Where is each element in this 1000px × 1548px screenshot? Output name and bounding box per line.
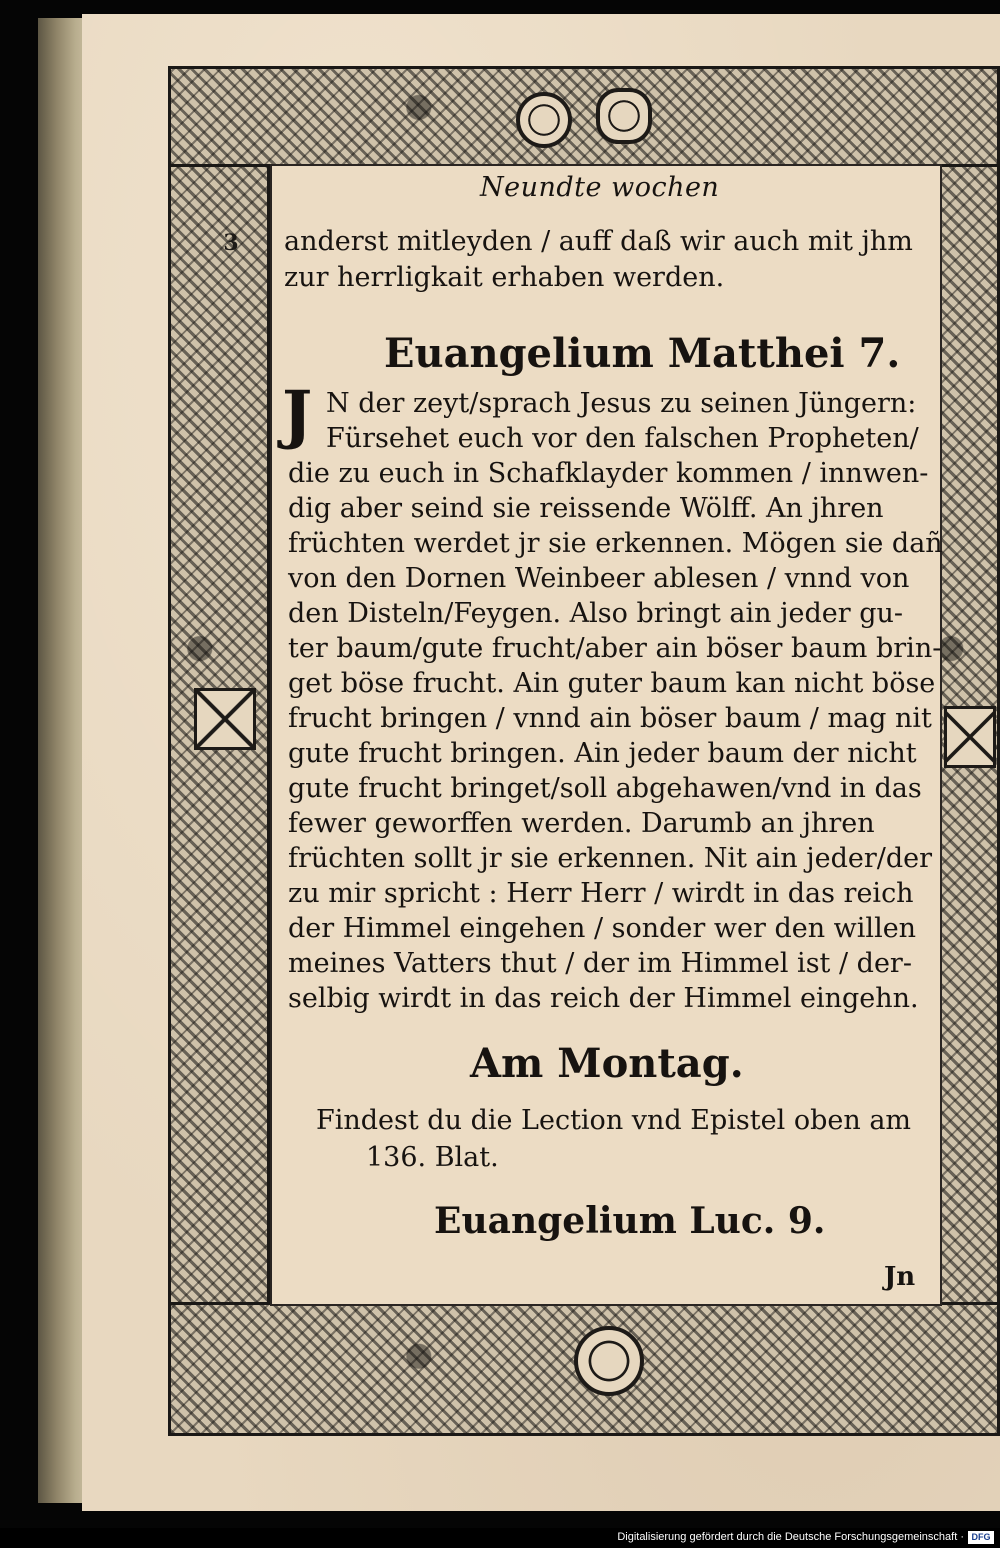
body-line: anderst mitleyden / auff daß wir auch mit jhm	[284, 226, 913, 257]
gospel-line: der Himmel eingehen / sonder wer den willen	[288, 913, 917, 944]
instruction-line: Findest du die Lection vnd Epistel oben am	[316, 1105, 912, 1136]
section-heading: Euangelium Luc. 9.	[434, 1200, 826, 1242]
footer-credit: Digitalisierung gefördert durch die Deutsche Forschungsgemeinschaft ·	[617, 1531, 964, 1543]
gospel-line: früchten sollt jr sie erkennen. Nit ain jeder/der	[288, 843, 933, 874]
drop-capital: J	[282, 377, 313, 452]
gospel-line: ter baum/gute frucht/aber ain böser baum brin-	[288, 633, 942, 664]
diamond-shield-ornament-icon	[944, 706, 996, 768]
gospel-line: fewer geworffen werden. Darumb an jhren	[288, 808, 875, 839]
running-head: Neundte wochen	[480, 172, 720, 203]
gospel-line: gute frucht bringen. Ain jeder baum der nicht	[288, 738, 917, 769]
scroll-ornament-icon	[516, 92, 572, 148]
gospel-line: Fürsehet euch vor den falschen Propheten/	[326, 423, 919, 454]
marginal-number: 3	[223, 230, 239, 256]
gospel-line: von den Dornen Weinbeer ablesen / vnnd von	[288, 563, 910, 594]
gospel-line: den Disteln/Feygen. Also bringt ain jeder gu-	[288, 598, 903, 629]
gospel-line: dig aber seind sie reissende Wölff. An jhren	[288, 493, 884, 524]
dfg-logo-icon: DFG	[968, 1531, 994, 1544]
body-line: zur herrligkait erhaben werden.	[284, 262, 725, 293]
woodcut-border-left	[168, 164, 270, 1374]
diamond-shield-ornament-icon	[194, 688, 256, 750]
gospel-line: die zu euch in Schafklayder kommen / innwen-	[288, 458, 929, 489]
gospel-line: meines Vatters thut / der im Himmel ist / der-	[288, 948, 912, 979]
gospel-line: selbig wirdt in das reich der Himmel eingehn.	[288, 983, 919, 1014]
cherub-face-ornament-icon	[574, 1326, 644, 1396]
gospel-line: get böse frucht. Ain guter baum kan nicht böse	[288, 668, 936, 699]
gospel-line: N der zeyt/sprach Jesus zu seinen Jüngern:	[326, 388, 917, 419]
woodcut-border-top	[168, 66, 1000, 168]
section-heading: Euangelium Matthei 7.	[384, 330, 901, 377]
gospel-line: gute frucht bringet/soll abgehawen/vnd in das	[288, 773, 922, 804]
medallion-ornament-icon	[596, 88, 652, 144]
day-heading: Am Montag.	[470, 1040, 744, 1087]
instruction-line: 136. Blat.	[366, 1142, 499, 1173]
gospel-line: zu mir spricht : Herr Herr / wirdt in das reich	[288, 878, 914, 909]
catchword: Jn	[884, 1262, 916, 1292]
gospel-line: früchten werdet jr sie erkennen. Mögen sie dañ	[288, 528, 943, 559]
gospel-line: frucht bringen / vnnd ain böser baum / mag nit	[288, 703, 932, 734]
